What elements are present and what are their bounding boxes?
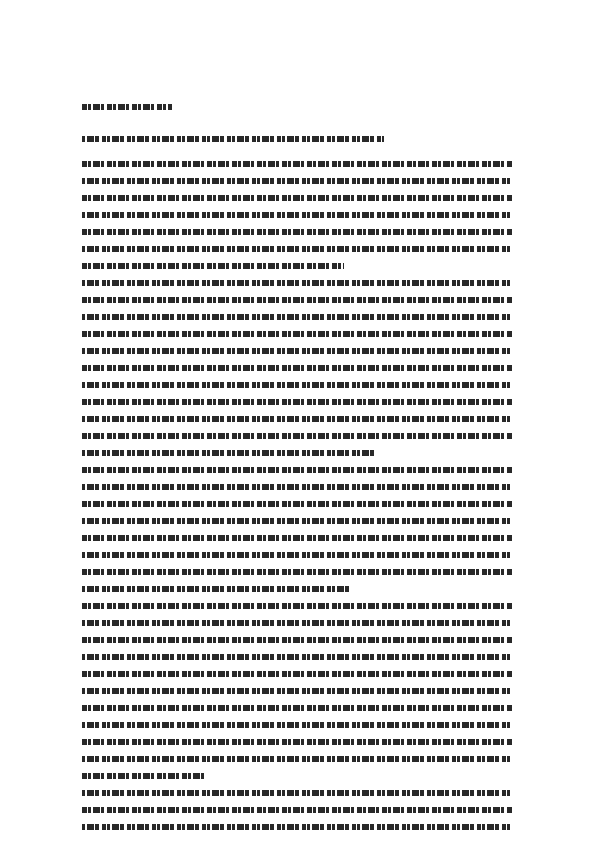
illegible-text-run bbox=[82, 280, 512, 286]
paragraph-line bbox=[82, 648, 512, 665]
illegible-text-run bbox=[82, 178, 512, 184]
illegible-text-run bbox=[82, 161, 512, 167]
illegible-text-run bbox=[82, 807, 512, 813]
illegible-text-run bbox=[82, 365, 512, 371]
paragraph-line bbox=[82, 325, 512, 342]
paragraph-line bbox=[82, 444, 512, 461]
illegible-text-run bbox=[82, 705, 512, 711]
paragraph-line bbox=[82, 682, 512, 699]
paragraph-line bbox=[82, 291, 512, 308]
illegible-text-run bbox=[82, 603, 512, 609]
paragraph-line bbox=[82, 155, 512, 172]
paragraph-line bbox=[82, 699, 512, 716]
illegible-text-run bbox=[82, 416, 512, 422]
illegible-text-run bbox=[82, 637, 512, 643]
illegible-text-run bbox=[82, 501, 512, 507]
illegible-text-run bbox=[82, 399, 512, 405]
paragraph-line bbox=[82, 665, 512, 682]
paragraph-line bbox=[82, 376, 512, 393]
paragraph-line bbox=[82, 172, 512, 189]
illegible-text-run bbox=[82, 433, 512, 439]
paragraph-line bbox=[82, 818, 512, 835]
illegible-text-run bbox=[82, 756, 512, 762]
paragraph-line bbox=[82, 801, 512, 818]
illegible-text-run bbox=[82, 739, 512, 745]
paragraph-line bbox=[82, 614, 512, 631]
illegible-text-run bbox=[82, 484, 512, 490]
paragraph-line bbox=[82, 393, 512, 410]
paragraph-line bbox=[82, 478, 512, 495]
paragraph-line bbox=[82, 189, 512, 206]
document-title-line bbox=[82, 123, 512, 155]
paragraph-line bbox=[82, 631, 512, 648]
paragraph-line bbox=[82, 529, 512, 546]
illegible-text-run bbox=[82, 136, 384, 142]
paragraph-line bbox=[82, 597, 512, 614]
illegible-text-run bbox=[82, 654, 512, 660]
illegible-text-run bbox=[82, 671, 512, 677]
paragraph-line bbox=[82, 580, 512, 597]
illegible-text-run bbox=[82, 348, 512, 354]
illegible-text-run bbox=[82, 331, 512, 337]
paragraph-line bbox=[82, 308, 512, 325]
illegible-text-run bbox=[82, 790, 512, 796]
paragraph-line bbox=[82, 342, 512, 359]
paragraph-line bbox=[82, 495, 512, 512]
illegible-text-run bbox=[82, 569, 512, 575]
paragraph-line bbox=[82, 359, 512, 376]
paragraph-line bbox=[82, 546, 512, 563]
illegible-text-run bbox=[82, 382, 512, 388]
illegible-text-run bbox=[82, 229, 512, 235]
paragraph-line bbox=[82, 223, 512, 240]
paragraph-line bbox=[82, 512, 512, 529]
paragraph-line bbox=[82, 410, 512, 427]
illegible-text-run bbox=[82, 518, 512, 524]
paragraph-line bbox=[82, 274, 512, 291]
illegible-text-run bbox=[82, 297, 512, 303]
paragraph-line bbox=[82, 240, 512, 257]
illegible-text-run bbox=[82, 195, 512, 201]
illegible-text-run bbox=[82, 314, 512, 320]
illegible-text-run bbox=[82, 586, 352, 592]
illegible-text-run bbox=[82, 450, 376, 456]
paragraph-line bbox=[82, 750, 512, 767]
illegible-text-run bbox=[82, 467, 512, 473]
illegible-text-run bbox=[82, 104, 172, 110]
paragraph-line bbox=[82, 427, 512, 444]
document-text-body bbox=[82, 91, 512, 835]
illegible-text-run bbox=[82, 722, 512, 728]
paragraph-line bbox=[82, 767, 512, 784]
illegible-text-run bbox=[82, 263, 344, 269]
paragraph-line bbox=[82, 206, 512, 223]
paragraph-line bbox=[82, 716, 512, 733]
illegible-text-run bbox=[82, 824, 512, 830]
paragraph-line bbox=[82, 257, 512, 274]
paragraph-line bbox=[82, 784, 512, 801]
illegible-text-run bbox=[82, 552, 512, 558]
illegible-text-run bbox=[82, 535, 512, 541]
document-header-line bbox=[82, 91, 512, 123]
illegible-text-run bbox=[82, 620, 512, 626]
paragraph-line bbox=[82, 733, 512, 750]
paragraph-line bbox=[82, 461, 512, 478]
illegible-text-run bbox=[82, 212, 512, 218]
paragraph-line bbox=[82, 563, 512, 580]
illegible-text-run bbox=[82, 773, 206, 779]
illegible-text-run bbox=[82, 688, 512, 694]
illegible-text-run bbox=[82, 246, 512, 252]
